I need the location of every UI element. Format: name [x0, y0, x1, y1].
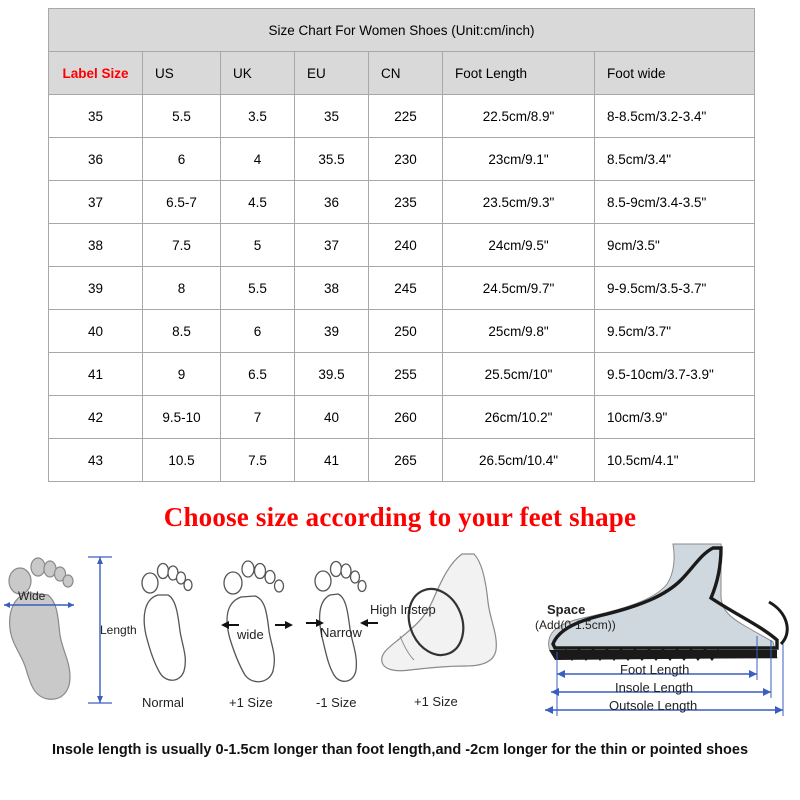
cell-uk: 7 [221, 396, 295, 439]
high-instep-diagram [370, 550, 530, 720]
cell-eu: 41 [295, 439, 369, 482]
cell-foot-wide: 9-9.5cm/3.5-3.7" [595, 267, 755, 310]
normal-foot-diagram [130, 555, 210, 715]
column-header-us: US [143, 52, 221, 95]
cell-us: 10.5 [143, 439, 221, 482]
narrow-foot-label: Narrow [320, 625, 362, 640]
cell-label-size: 39 [49, 267, 143, 310]
cell-us: 6.5-7 [143, 181, 221, 224]
cell-foot-wide: 10.5cm/4.1" [595, 439, 755, 482]
cell-foot-length: 26cm/10.2" [443, 396, 595, 439]
narrow-foot-caption: -1 Size [316, 695, 357, 710]
normal-foot-caption: Normal [142, 695, 184, 710]
shoe-outsole-length-label: Outsole Length [609, 698, 698, 713]
cell-foot-wide: 8-8.5cm/3.2-3.4" [595, 95, 755, 138]
cell-cn: 245 [369, 267, 443, 310]
cell-foot-length: 24cm/9.5" [443, 224, 595, 267]
shoe-insole-length-label: Insole Length [615, 680, 694, 695]
footer-note: Insole length is usually 0-1.5cm longer than foot length,and -2cm longer for the thin or pointed shoes [51, 742, 749, 758]
cell-foot-wide: 10cm/3.9" [595, 396, 755, 439]
table-row [49, 138, 755, 181]
cell-us: 9 [143, 353, 221, 396]
cell-uk: 5 [221, 224, 295, 267]
cell-foot-length: 25.5cm/10" [443, 353, 595, 396]
cell-label-size: 40 [49, 310, 143, 353]
high-instep-caption: +1 Size [414, 694, 458, 709]
high-instep-icon [370, 550, 530, 690]
cell-eu: 35.5 [295, 138, 369, 181]
table-row [49, 95, 755, 138]
cell-foot-wide: 9cm/3.5" [595, 224, 755, 267]
size-chart-container [48, 8, 754, 482]
cell-us: 7.5 [143, 224, 221, 267]
cell-cn: 235 [369, 181, 443, 224]
cell-us: 9.5-10 [143, 396, 221, 439]
space-label: Space [547, 602, 586, 617]
cell-label-size: 38 [49, 224, 143, 267]
cell-us: 6 [143, 138, 221, 181]
cell-label-size: 35 [49, 95, 143, 138]
table-header-row [49, 52, 755, 95]
cell-cn: 240 [369, 224, 443, 267]
cell-cn: 230 [369, 138, 443, 181]
shoe-length-diagram [525, 540, 800, 730]
cell-label-size: 42 [49, 396, 143, 439]
wide-foot-diagram [215, 555, 300, 715]
column-header-foot-wide: Foot wide [595, 52, 755, 95]
cell-cn: 255 [369, 353, 443, 396]
wide-foot-caption: +1 Size [229, 695, 273, 710]
cell-label-size: 37 [49, 181, 143, 224]
column-header-eu: EU [295, 52, 369, 95]
table-title-row [49, 9, 755, 52]
high-instep-label: High Instep [370, 602, 436, 617]
cell-foot-wide: 8.5cm/3.4" [595, 138, 755, 181]
cell-foot-wide: 9.5cm/3.7" [595, 310, 755, 353]
cell-label-size: 41 [49, 353, 143, 396]
illustration-row [0, 540, 800, 735]
cell-foot-length: 25cm/9.8" [443, 310, 595, 353]
cell-foot-wide: 8.5-9cm/3.4-3.5" [595, 181, 755, 224]
table-row [49, 353, 755, 396]
cell-us: 8.5 [143, 310, 221, 353]
column-header-cn: CN [369, 52, 443, 95]
table-row [49, 224, 755, 267]
wide-foot-icon [215, 555, 300, 690]
cell-eu: 40 [295, 396, 369, 439]
cell-foot-length: 23cm/9.1" [443, 138, 595, 181]
table-row [49, 310, 755, 353]
section-heading: Choose size according to your feet shape [163, 502, 637, 532]
cell-label-size: 36 [49, 138, 143, 181]
space-sub-label: (Add(0-1.5cm)) [535, 618, 616, 632]
shoe-foot-length-label: Foot Length [620, 662, 690, 677]
cell-uk: 5.5 [221, 267, 295, 310]
cell-us: 8 [143, 267, 221, 310]
cell-eu: 37 [295, 224, 369, 267]
normal-foot-icon [130, 555, 210, 690]
cell-uk: 4.5 [221, 181, 295, 224]
cell-uk: 7.5 [221, 439, 295, 482]
cell-cn: 265 [369, 439, 443, 482]
cell-cn: 225 [369, 95, 443, 138]
cell-uk: 6 [221, 310, 295, 353]
cell-cn: 250 [369, 310, 443, 353]
cell-eu: 39.5 [295, 353, 369, 396]
table-row [49, 181, 755, 224]
cell-foot-length: 23.5cm/9.3" [443, 181, 595, 224]
cell-foot-wide: 9.5-10cm/3.7-3.9" [595, 353, 755, 396]
foot-wide-label: Wide [18, 589, 46, 603]
size-chart-table [48, 8, 755, 482]
table-row [49, 439, 755, 482]
cell-eu: 39 [295, 310, 369, 353]
cell-cn: 260 [369, 396, 443, 439]
cell-uk: 4 [221, 138, 295, 181]
cell-foot-length: 24.5cm/9.7" [443, 267, 595, 310]
foot-length-label: Length [100, 623, 137, 637]
column-header-uk: UK [221, 52, 295, 95]
column-header-label-size: Label Size [49, 52, 143, 95]
cell-eu: 38 [295, 267, 369, 310]
table-title: Size Chart For Women Shoes (Unit:cm/inch) [49, 9, 755, 52]
cell-uk: 6.5 [221, 353, 295, 396]
cell-eu: 36 [295, 181, 369, 224]
cell-eu: 35 [295, 95, 369, 138]
wide-foot-label: wide [237, 627, 264, 642]
foot-measure-diagram [0, 545, 137, 715]
table-row [49, 396, 755, 439]
cell-uk: 3.5 [221, 95, 295, 138]
table-row [49, 267, 755, 310]
cell-label-size: 43 [49, 439, 143, 482]
column-header-foot-length: Foot Length [443, 52, 595, 95]
cell-foot-length: 22.5cm/8.9" [443, 95, 595, 138]
cell-foot-length: 26.5cm/10.4" [443, 439, 595, 482]
cell-us: 5.5 [143, 95, 221, 138]
